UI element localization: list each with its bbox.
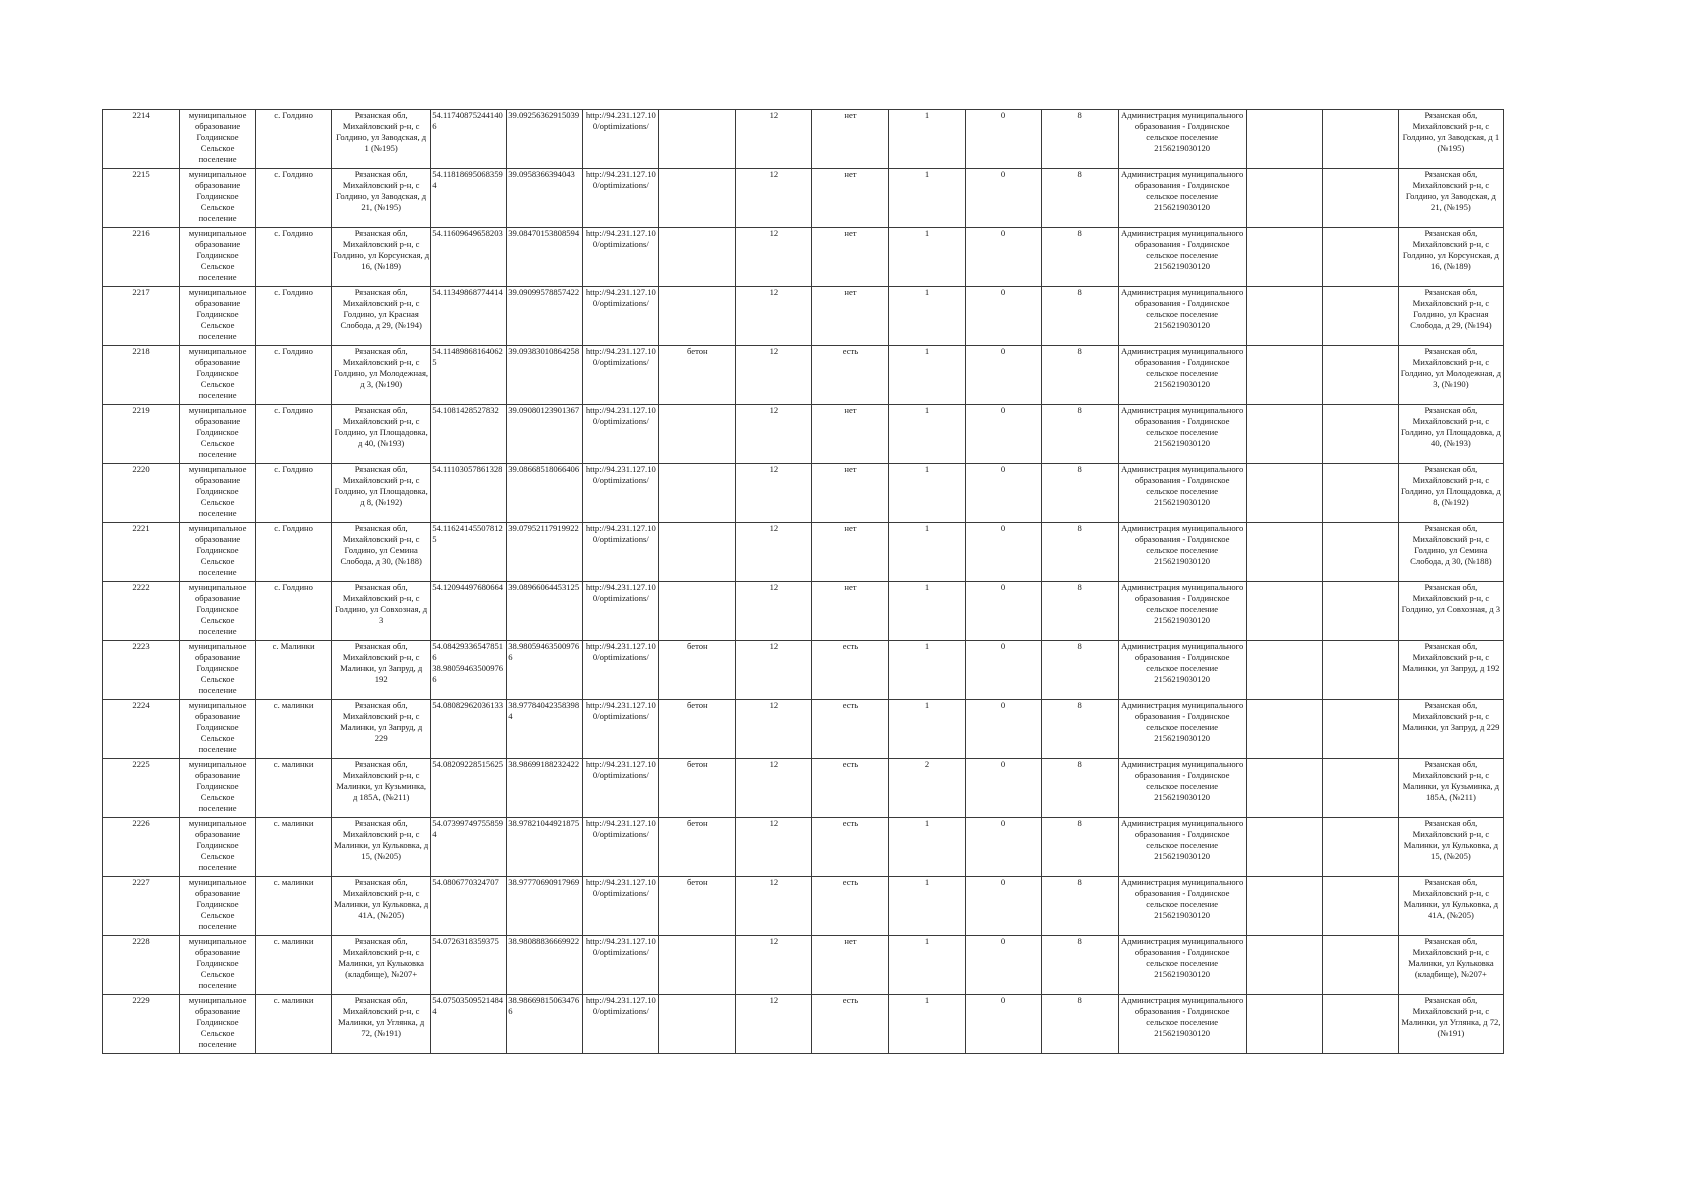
longitude-cell: 38.97784042358398 4 xyxy=(507,700,583,759)
volume-cell: 8 xyxy=(1041,405,1118,464)
owner-cell: муниципальное образование Голдинское Сельское поселение xyxy=(180,641,256,700)
address-cell: Рязанская обл, Михайловский р-н, с Малинки, ул Запруд, д 192 xyxy=(332,641,431,700)
volume-cell: 8 xyxy=(1041,877,1118,936)
count-cell: 0 xyxy=(965,641,1041,700)
latitude-cell: 54.07503509521484 4 xyxy=(431,995,507,1054)
owner-cell: муниципальное образование Голдинское Сельское поселение xyxy=(180,995,256,1054)
fence-cell: нет xyxy=(812,582,889,641)
containers-cell: 1 xyxy=(889,110,965,169)
empty-cell xyxy=(1322,700,1398,759)
owner-cell: муниципальное образование Голдинское Сельское поселение xyxy=(180,405,256,464)
surface-cell: бетон xyxy=(659,877,736,936)
empty-cell xyxy=(1246,818,1322,877)
link-cell[interactable]: http://94.231.127.10 0/optimizations/ xyxy=(583,641,659,700)
operator-cell: Администрация муниципального образования - Голдинское сельское поселение 2156219030120 xyxy=(1118,759,1246,818)
table-row xyxy=(103,169,1504,228)
latitude-cell: 54.11103057861328 xyxy=(431,464,507,523)
count-cell: 0 xyxy=(965,228,1041,287)
volume-cell: 8 xyxy=(1041,582,1118,641)
containers-cell: 1 xyxy=(889,936,965,995)
containers-cell: 1 xyxy=(889,346,965,405)
longitude-cell: 39.08668518066406 xyxy=(507,464,583,523)
address-cell: Рязанская обл, Михайловский р-н, с Голдино, ул Молодежная, д 3, (№190) xyxy=(332,346,431,405)
surface-cell: бетон xyxy=(659,346,736,405)
table-row xyxy=(103,346,1504,405)
containers-cell: 1 xyxy=(889,523,965,582)
fence-cell: нет xyxy=(812,936,889,995)
link-cell[interactable]: http://94.231.127.10 0/optimizations/ xyxy=(583,228,659,287)
containers-cell: 1 xyxy=(889,287,965,346)
empty-cell xyxy=(1246,877,1322,936)
address-cell: Рязанская обл, Михайловский р-н, с Малинки, ул Кульковка, д 15, (№205) xyxy=(332,818,431,877)
settlement-cell: с. Голдино xyxy=(256,464,332,523)
longitude-cell: 38.97821044921875 xyxy=(507,818,583,877)
empty-cell xyxy=(1322,464,1398,523)
settlement-cell: с. Малинки xyxy=(256,641,332,700)
area-cell: 12 xyxy=(736,818,812,877)
volume-cell: 8 xyxy=(1041,110,1118,169)
operator-cell: Администрация муниципального образования - Голдинское сельское поселение 2156219030120 xyxy=(1118,995,1246,1054)
latitude-cell: 54.08082962036133 xyxy=(431,700,507,759)
surface-cell xyxy=(659,110,736,169)
empty-cell xyxy=(1322,936,1398,995)
count-cell: 0 xyxy=(965,759,1041,818)
owner-cell: муниципальное образование Голдинское Сельское поселение xyxy=(180,877,256,936)
row-number: 2218 xyxy=(103,346,180,405)
empty-cell xyxy=(1322,228,1398,287)
address-cell: Рязанская обл, Михайловский р-н, с Голдино, ул Заводская, д 21, (№195) xyxy=(332,169,431,228)
empty-cell xyxy=(1246,582,1322,641)
owner-cell: муниципальное образование Голдинское Сельское поселение xyxy=(180,110,256,169)
volume-cell: 8 xyxy=(1041,818,1118,877)
settlement-cell: с. Голдино xyxy=(256,405,332,464)
settlement-cell: с. малинки xyxy=(256,818,332,877)
table-row xyxy=(103,110,1504,169)
link-cell[interactable]: http://94.231.127.10 0/optimizations/ xyxy=(583,936,659,995)
address-cell: Рязанская обл, Михайловский р-н, с Голдино, ул Корсунская, д 16, (№189) xyxy=(332,228,431,287)
operator-cell: Администрация муниципального образования - Голдинское сельское поселение 2156219030120 xyxy=(1118,287,1246,346)
operator-cell: Администрация муниципального образования - Голдинское сельское поселение 2156219030120 xyxy=(1118,936,1246,995)
area-cell: 12 xyxy=(736,641,812,700)
link-cell[interactable]: http://94.231.127.10 0/optimizations/ xyxy=(583,759,659,818)
fence-cell: есть xyxy=(812,759,889,818)
address-cell: Рязанская обл, Михайловский р-н, с Голдино, ул Совхозная, д 3 xyxy=(332,582,431,641)
operator-cell: Администрация муниципального образования - Голдинское сельское поселение 2156219030120 xyxy=(1118,641,1246,700)
row-number: 2215 xyxy=(103,169,180,228)
settlement-cell: с. Голдино xyxy=(256,169,332,228)
fence-cell: нет xyxy=(812,110,889,169)
link-cell[interactable]: http://94.231.127.10 0/optimizations/ xyxy=(583,582,659,641)
count-cell: 0 xyxy=(965,995,1041,1054)
source-address-cell: Рязанская обл, Михайловский р-н, с Голдино, ул Заводская, д 1 (№195) xyxy=(1398,110,1503,169)
operator-cell: Администрация муниципального образования - Голдинское сельское поселение 2156219030120 xyxy=(1118,346,1246,405)
volume-cell: 8 xyxy=(1041,936,1118,995)
operator-cell: Администрация муниципального образования - Голдинское сельское поселение 2156219030120 xyxy=(1118,228,1246,287)
surface-cell xyxy=(659,936,736,995)
longitude-cell: 39.09383010864258 xyxy=(507,346,583,405)
fence-cell: есть xyxy=(812,877,889,936)
empty-cell xyxy=(1322,877,1398,936)
empty-cell xyxy=(1322,641,1398,700)
empty-cell xyxy=(1246,523,1322,582)
longitude-cell: 38.98699188232422 xyxy=(507,759,583,818)
link-cell[interactable]: http://94.231.127.10 0/optimizations/ xyxy=(583,287,659,346)
longitude-cell: 39.09256362915039 xyxy=(507,110,583,169)
owner-cell: муниципальное образование Голдинское Сельское поселение xyxy=(180,700,256,759)
count-cell: 0 xyxy=(965,405,1041,464)
link-cell[interactable]: http://94.231.127.10 0/optimizations/ xyxy=(583,700,659,759)
fence-cell: есть xyxy=(812,700,889,759)
containers-cell: 1 xyxy=(889,464,965,523)
source-address-cell: Рязанская обл, Михайловский р-н, с Голдино, ул Молодежная, д 3, (№190) xyxy=(1398,346,1503,405)
empty-cell xyxy=(1322,287,1398,346)
owner-cell: муниципальное образование Голдинское Сельское поселение xyxy=(180,523,256,582)
longitude-cell: 39.08470153808594 xyxy=(507,228,583,287)
table-row xyxy=(103,641,1504,700)
link-cell[interactable]: http://94.231.127.10 0/optimizations/ xyxy=(583,523,659,582)
area-cell: 12 xyxy=(736,759,812,818)
empty-cell xyxy=(1246,936,1322,995)
row-number: 2226 xyxy=(103,818,180,877)
latitude-cell: 54.11489868164062 5 xyxy=(431,346,507,405)
surface-cell xyxy=(659,405,736,464)
containers-cell: 1 xyxy=(889,818,965,877)
surface-cell: бетон xyxy=(659,641,736,700)
table-row xyxy=(103,228,1504,287)
row-number: 2220 xyxy=(103,464,180,523)
area-cell: 12 xyxy=(736,936,812,995)
settlement-cell: с. Голдино xyxy=(256,228,332,287)
owner-cell: муниципальное образование Голдинское Сельское поселение xyxy=(180,582,256,641)
empty-cell xyxy=(1322,346,1398,405)
table-row xyxy=(103,759,1504,818)
containers-cell: 1 xyxy=(889,169,965,228)
source-address-cell: Рязанская обл, Михайловский р-н, с Малинки, ул Кузьминка, д 185А, (№211) xyxy=(1398,759,1503,818)
link-cell[interactable]: http://94.231.127.10 0/optimizations/ xyxy=(583,169,659,228)
settlement-cell: с. Голдино xyxy=(256,110,332,169)
empty-cell xyxy=(1246,405,1322,464)
longitude-cell: 38.98088836669922 xyxy=(507,936,583,995)
source-address-cell: Рязанская обл, Михайловский р-н, с Голдино, ул Семина Слобода, д 30, (№188) xyxy=(1398,523,1503,582)
table-row xyxy=(103,936,1504,995)
containers-cell: 1 xyxy=(889,405,965,464)
area-cell: 12 xyxy=(736,582,812,641)
containers-cell: 1 xyxy=(889,228,965,287)
empty-cell xyxy=(1322,759,1398,818)
fence-cell: есть xyxy=(812,818,889,877)
empty-cell xyxy=(1246,641,1322,700)
fence-cell: нет xyxy=(812,405,889,464)
empty-cell xyxy=(1246,287,1322,346)
longitude-cell: 39.09080123901367 xyxy=(507,405,583,464)
link-cell[interactable]: http://94.231.127.10 0/optimizations/ xyxy=(583,405,659,464)
row-number: 2219 xyxy=(103,405,180,464)
source-address-cell: Рязанская обл, Михайловский р-н, с Голдино, ул Площадовка, д 8, (№192) xyxy=(1398,464,1503,523)
surface-cell xyxy=(659,995,736,1054)
longitude-cell: 38.97770690917969 xyxy=(507,877,583,936)
area-cell: 12 xyxy=(736,110,812,169)
link-cell[interactable]: http://94.231.127.10 0/optimizations/ xyxy=(583,346,659,405)
empty-cell xyxy=(1246,995,1322,1054)
empty-cell xyxy=(1322,169,1398,228)
owner-cell: муниципальное образование Голдинское Сельское поселение xyxy=(180,464,256,523)
longitude-cell: 39.07952117919922 xyxy=(507,523,583,582)
containers-cell: 1 xyxy=(889,877,965,936)
count-cell: 0 xyxy=(965,700,1041,759)
address-cell: Рязанская обл, Михайловский р-н, с Малинки, ул Кульковка, д 41А, (№205) xyxy=(332,877,431,936)
area-cell: 12 xyxy=(736,877,812,936)
volume-cell: 8 xyxy=(1041,169,1118,228)
surface-cell xyxy=(659,582,736,641)
count-cell: 0 xyxy=(965,346,1041,405)
volume-cell: 8 xyxy=(1041,464,1118,523)
count-cell: 0 xyxy=(965,110,1041,169)
source-address-cell: Рязанская обл, Михайловский р-н, с Малинки, ул Запруд, д 192 xyxy=(1398,641,1503,700)
count-cell: 0 xyxy=(965,464,1041,523)
link-cell[interactable]: http://94.231.127.10 0/optimizations/ xyxy=(583,110,659,169)
empty-cell xyxy=(1322,110,1398,169)
link-cell[interactable]: http://94.231.127.10 0/optimizations/ xyxy=(583,818,659,877)
fence-cell: нет xyxy=(812,228,889,287)
empty-cell xyxy=(1246,759,1322,818)
address-cell: Рязанская обл, Михайловский р-н, с Голдино, ул Площадовка, д 40, (№193) xyxy=(332,405,431,464)
link-cell[interactable]: http://94.231.127.10 0/optimizations/ xyxy=(583,464,659,523)
volume-cell: 8 xyxy=(1041,641,1118,700)
containers-cell: 1 xyxy=(889,582,965,641)
row-number: 2228 xyxy=(103,936,180,995)
area-cell: 12 xyxy=(736,287,812,346)
source-address-cell: Рязанская обл, Михайловский р-н, с Голдино, ул Заводская, д 21, (№195) xyxy=(1398,169,1503,228)
count-cell: 0 xyxy=(965,818,1041,877)
latitude-cell: 54.11349868774414 xyxy=(431,287,507,346)
link-cell[interactable]: http://94.231.127.10 0/optimizations/ xyxy=(583,877,659,936)
source-address-cell: Рязанская обл, Михайловский р-н, с Голдино, ул Корсунская, д 16, (№189) xyxy=(1398,228,1503,287)
area-cell: 12 xyxy=(736,346,812,405)
containers-cell: 2 xyxy=(889,759,965,818)
fence-cell: нет xyxy=(812,523,889,582)
table-row xyxy=(103,877,1504,936)
latitude-cell: 54.12094497680664 xyxy=(431,582,507,641)
empty-cell xyxy=(1322,995,1398,1054)
count-cell: 0 xyxy=(965,169,1041,228)
settlement-cell: с. малинки xyxy=(256,995,332,1054)
address-cell: Рязанская обл, Михайловский р-н, с Голдино, ул Красная Слобода, д 29, (№194) xyxy=(332,287,431,346)
longitude-cell: 39.09099578857422 xyxy=(507,287,583,346)
latitude-cell: 54.0806770324707 xyxy=(431,877,507,936)
table-row xyxy=(103,464,1504,523)
row-number: 2221 xyxy=(103,523,180,582)
table-row xyxy=(103,582,1504,641)
empty-cell xyxy=(1246,464,1322,523)
volume-cell: 8 xyxy=(1041,759,1118,818)
operator-cell: Администрация муниципального образования - Голдинское сельское поселение 2156219030120 xyxy=(1118,582,1246,641)
owner-cell: муниципальное образование Голдинское Сельское поселение xyxy=(180,759,256,818)
area-cell: 12 xyxy=(736,228,812,287)
operator-cell: Администрация муниципального образования - Голдинское сельское поселение 2156219030120 xyxy=(1118,877,1246,936)
volume-cell: 8 xyxy=(1041,346,1118,405)
address-cell: Рязанская обл, Михайловский р-н, с Голдино, ул Площадовка, д 8, (№192) xyxy=(332,464,431,523)
longitude-cell: 38.98669815063476 6 xyxy=(507,995,583,1054)
surface-cell xyxy=(659,523,736,582)
latitude-cell: 54.0726318359375 xyxy=(431,936,507,995)
owner-cell: муниципальное образование Голдинское Сельское поселение xyxy=(180,346,256,405)
row-number: 2216 xyxy=(103,228,180,287)
table-body xyxy=(103,110,1504,1054)
empty-cell xyxy=(1322,523,1398,582)
settlement-cell: с. малинки xyxy=(256,759,332,818)
count-cell: 0 xyxy=(965,287,1041,346)
volume-cell: 8 xyxy=(1041,228,1118,287)
surface-cell xyxy=(659,287,736,346)
count-cell: 0 xyxy=(965,936,1041,995)
fence-cell: нет xyxy=(812,464,889,523)
empty-cell xyxy=(1246,169,1322,228)
area-cell: 12 xyxy=(736,405,812,464)
longitude-cell: 39.0958366394043 xyxy=(507,169,583,228)
surface-cell: бетон xyxy=(659,759,736,818)
link-cell[interactable]: http://94.231.127.10 0/optimizations/ xyxy=(583,995,659,1054)
row-number: 2217 xyxy=(103,287,180,346)
operator-cell: Администрация муниципального образования - Голдинское сельское поселение 2156219030120 xyxy=(1118,110,1246,169)
owner-cell: муниципальное образование Голдинское Сельское поселение xyxy=(180,287,256,346)
surface-cell: бетон xyxy=(659,818,736,877)
empty-cell xyxy=(1322,818,1398,877)
settlement-cell: с. Голдино xyxy=(256,582,332,641)
area-cell: 12 xyxy=(736,523,812,582)
operator-cell: Администрация муниципального образования - Голдинское сельское поселение 2156219030120 xyxy=(1118,405,1246,464)
count-cell: 0 xyxy=(965,523,1041,582)
operator-cell: Администрация муниципального образования - Голдинское сельское поселение 2156219030120 xyxy=(1118,818,1246,877)
latitude-cell: 54.11818695068359 4 xyxy=(431,169,507,228)
containers-cell: 1 xyxy=(889,700,965,759)
table-row xyxy=(103,405,1504,464)
source-address-cell: Рязанская обл, Михайловский р-н, с Голдино, ул Красная Слобода, д 29, (№194) xyxy=(1398,287,1503,346)
empty-cell xyxy=(1246,700,1322,759)
empty-cell xyxy=(1322,582,1398,641)
longitude-cell: 38.98059463500976 6 xyxy=(507,641,583,700)
registry-table xyxy=(102,109,1504,1054)
table-row xyxy=(103,818,1504,877)
operator-cell: Администрация муниципального образования - Голдинское сельское поселение 2156219030120 xyxy=(1118,700,1246,759)
address-cell: Рязанская обл, Михайловский р-н, с Голдино, ул Заводская, д 1 (№195) xyxy=(332,110,431,169)
owner-cell: муниципальное образование Голдинское Сельское поселение xyxy=(180,818,256,877)
row-number: 2227 xyxy=(103,877,180,936)
latitude-cell: 54.08429336547851 6 38.98059463500976 6 xyxy=(431,641,507,700)
table-row xyxy=(103,287,1504,346)
address-cell: Рязанская обл, Михайловский р-н, с Малинки, ул Кульковка (кладбище), №207+ xyxy=(332,936,431,995)
empty-cell xyxy=(1322,405,1398,464)
fence-cell: есть xyxy=(812,995,889,1054)
source-address-cell: Рязанская обл, Михайловский р-н, с Голдино, ул Совхозная, д 3 xyxy=(1398,582,1503,641)
volume-cell: 8 xyxy=(1041,995,1118,1054)
address-cell: Рязанская обл, Михайловский р-н, с Малинки, ул Кузьминка, д 185А, (№211) xyxy=(332,759,431,818)
containers-cell: 1 xyxy=(889,641,965,700)
settlement-cell: с. малинки xyxy=(256,936,332,995)
latitude-cell: 54.1081428527832 xyxy=(431,405,507,464)
row-number: 2223 xyxy=(103,641,180,700)
source-address-cell: Рязанская обл, Михайловский р-н, с Малинки, ул Кульковка, д 41А, (№205) xyxy=(1398,877,1503,936)
surface-cell: бетон xyxy=(659,700,736,759)
volume-cell: 8 xyxy=(1041,287,1118,346)
fence-cell: нет xyxy=(812,169,889,228)
area-cell: 12 xyxy=(736,464,812,523)
fence-cell: есть xyxy=(812,346,889,405)
latitude-cell: 54.11624145507812 5 xyxy=(431,523,507,582)
settlement-cell: с. малинки xyxy=(256,877,332,936)
row-number: 2224 xyxy=(103,700,180,759)
source-address-cell: Рязанская обл, Михайловский р-н, с Малинки, ул Кульковка, д 15, (№205) xyxy=(1398,818,1503,877)
surface-cell xyxy=(659,169,736,228)
settlement-cell: с. малинки xyxy=(256,700,332,759)
latitude-cell: 54.11740875244140 6 xyxy=(431,110,507,169)
empty-cell xyxy=(1246,110,1322,169)
table-row xyxy=(103,995,1504,1054)
surface-cell xyxy=(659,228,736,287)
area-cell: 12 xyxy=(736,995,812,1054)
latitude-cell: 54.11609649658203 xyxy=(431,228,507,287)
row-number: 2222 xyxy=(103,582,180,641)
source-address-cell: Рязанская обл, Михайловский р-н, с Голдино, ул Площадовка, д 40, (№193) xyxy=(1398,405,1503,464)
operator-cell: Администрация муниципального образования - Голдинское сельское поселение 2156219030120 xyxy=(1118,523,1246,582)
address-cell: Рязанская обл, Михайловский р-н, с Малинки, ул Запруд, д 229 xyxy=(332,700,431,759)
containers-cell: 1 xyxy=(889,995,965,1054)
table-row xyxy=(103,523,1504,582)
settlement-cell: с. Голдино xyxy=(256,287,332,346)
fence-cell: есть xyxy=(812,641,889,700)
fence-cell: нет xyxy=(812,287,889,346)
source-address-cell: Рязанская обл, Михайловский р-н, с Малинки, ул Углянка, д 72, (№191) xyxy=(1398,995,1503,1054)
volume-cell: 8 xyxy=(1041,700,1118,759)
settlement-cell: с. Голдино xyxy=(256,523,332,582)
volume-cell: 8 xyxy=(1041,523,1118,582)
operator-cell: Администрация муниципального образования - Голдинское сельское поселение 2156219030120 xyxy=(1118,464,1246,523)
latitude-cell: 54.07399749755859 4 xyxy=(431,818,507,877)
owner-cell: муниципальное образование Голдинское Сельское поселение xyxy=(180,936,256,995)
owner-cell: муниципальное образование Голдинское Сельское поселение xyxy=(180,169,256,228)
area-cell: 12 xyxy=(736,700,812,759)
source-address-cell: Рязанская обл, Михайловский р-н, с Малинки, ул Запруд, д 229 xyxy=(1398,700,1503,759)
table-row xyxy=(103,700,1504,759)
count-cell: 0 xyxy=(965,877,1041,936)
owner-cell: муниципальное образование Голдинское Сельское поселение xyxy=(180,228,256,287)
operator-cell: Администрация муниципального образования - Голдинское сельское поселение 2156219030120 xyxy=(1118,169,1246,228)
area-cell: 12 xyxy=(736,169,812,228)
settlement-cell: с. Голдино xyxy=(256,346,332,405)
surface-cell xyxy=(659,464,736,523)
source-address-cell: Рязанская обл, Михайловский р-н, с Малинки, ул Кульковка (кладбище), №207+ xyxy=(1398,936,1503,995)
empty-cell xyxy=(1246,228,1322,287)
address-cell: Рязанская обл, Михайловский р-н, с Голдино, ул Семина Слобода, д 30, (№188) xyxy=(332,523,431,582)
row-number: 2225 xyxy=(103,759,180,818)
longitude-cell: 39.08966064453125 xyxy=(507,582,583,641)
latitude-cell: 54.08209228515625 xyxy=(431,759,507,818)
count-cell: 0 xyxy=(965,582,1041,641)
address-cell: Рязанская обл, Михайловский р-н, с Малинки, ул Углянка, д 72, (№191) xyxy=(332,995,431,1054)
row-number: 2229 xyxy=(103,995,180,1054)
empty-cell xyxy=(1246,346,1322,405)
row-number: 2214 xyxy=(103,110,180,169)
